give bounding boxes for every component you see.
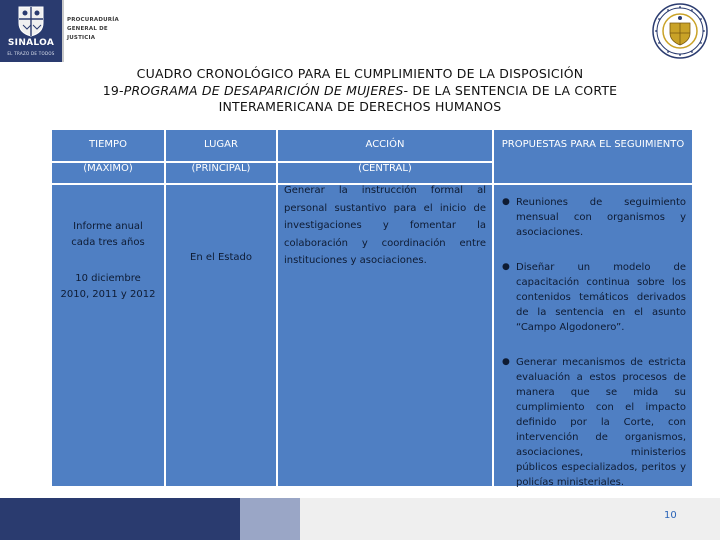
tiempo-line-3: 10 diciembre: [75, 273, 141, 284]
tiempo-line-4: 2010, 2011 y 2012: [60, 289, 156, 300]
footer-band: [0, 498, 720, 540]
title-line-2-prefix: 19-: [102, 82, 124, 98]
logo-divider: [62, 0, 64, 62]
body-cell-accion: [278, 185, 492, 486]
tiempo-line-1: Informe anual: [73, 221, 143, 232]
title-line-1: CUADRO CRONOLÓGICO PARA EL CUMPLIMIENTO DE LA DISPOSICIÓN: [136, 66, 584, 81]
propuestas-list: [500, 195, 686, 510]
propuesta-item: ● Generar mecanismos de estricta evaluación a estos procesos de manera que se mida su cumplimiento con el impacto definido por la Corte, con intervención de organismos, asociaciones, ministerios públicos especializados, peritos y policías ministeriales.: [500, 355, 686, 490]
subheader-cell-lugar: [166, 163, 276, 183]
subheader-cell-tiempo: [52, 163, 164, 183]
footer-stripe-lighter: [300, 498, 720, 540]
title-line-2-suffix: DE LA SENTENCIA DE LA CORTE: [408, 82, 618, 98]
agency-name-line-2: GENERAL DE: [67, 26, 108, 32]
footer-stripe-fade: [240, 498, 300, 540]
header-tiempo: TIEMPO: [89, 139, 127, 150]
subheader-lugar: (PRINCIPAL): [191, 163, 251, 174]
tiempo-frequency: [52, 219, 164, 251]
subheader-accion: (CENTRAL): [358, 163, 412, 174]
chronology-table: [52, 130, 692, 486]
state-motto: EL TRAZO DE TODOS: [7, 51, 55, 56]
propuesta-item: ● Reuniones de seguimiento mensual con organismos y asociaciones.: [500, 195, 686, 240]
accion-text: Generar la instrucción formal al personal sustantivo para el inicio de investigaciones y fomentar la colaboración y coordinación entre instituciones y asociaciones.: [284, 185, 486, 266]
propuesta-item: ● Diseñar un modelo de capacitación continua sobre los contenidos temáticos derivados de la sentencia en el asunto “Campo Algodonero”.: [500, 260, 686, 335]
header-cell-propuestas: [494, 130, 692, 183]
body-cell-tiempo: [52, 185, 164, 486]
header-accion: ACCIÓN: [365, 139, 405, 150]
agency-name-line-3: JUSTICIA: [67, 35, 96, 41]
title-line-2: [60, 83, 660, 100]
title-line-3: INTERAMERICANA DE DERECHOS HUMANOS: [218, 99, 502, 114]
title-program-name: PROGRAMA DE DESAPARICIÓN DE MUJERES-: [123, 82, 409, 98]
page-title: [60, 66, 660, 116]
tiempo-line-2: cada tres años: [71, 237, 145, 248]
agency-name-line-1: PROCURADURÍA: [67, 17, 119, 23]
tiempo-dates: [52, 271, 164, 303]
header-cell-tiempo: [52, 130, 164, 161]
body-cell-lugar: [166, 185, 276, 486]
subheader-tiempo: (MÁXIMO): [83, 163, 133, 174]
footer-stripe-navy: [0, 498, 240, 540]
header-lugar: LUGAR: [204, 139, 238, 150]
body-cell-propuestas: [494, 185, 692, 486]
coat-of-arms-icon: [17, 5, 45, 37]
subheader-cell-accion: [278, 163, 492, 183]
agency-seal-icon: [652, 3, 708, 59]
header-cell-lugar: [166, 130, 276, 161]
state-name: SINALOA: [7, 38, 55, 48]
header-propuestas: PROPUESTAS PARA EL SEGUIMIENTO: [501, 139, 685, 150]
sinaloa-logo: [0, 0, 62, 62]
header-cell-accion: [278, 130, 492, 161]
lugar-text: En el Estado: [190, 252, 252, 263]
page-number: 10: [664, 510, 677, 521]
